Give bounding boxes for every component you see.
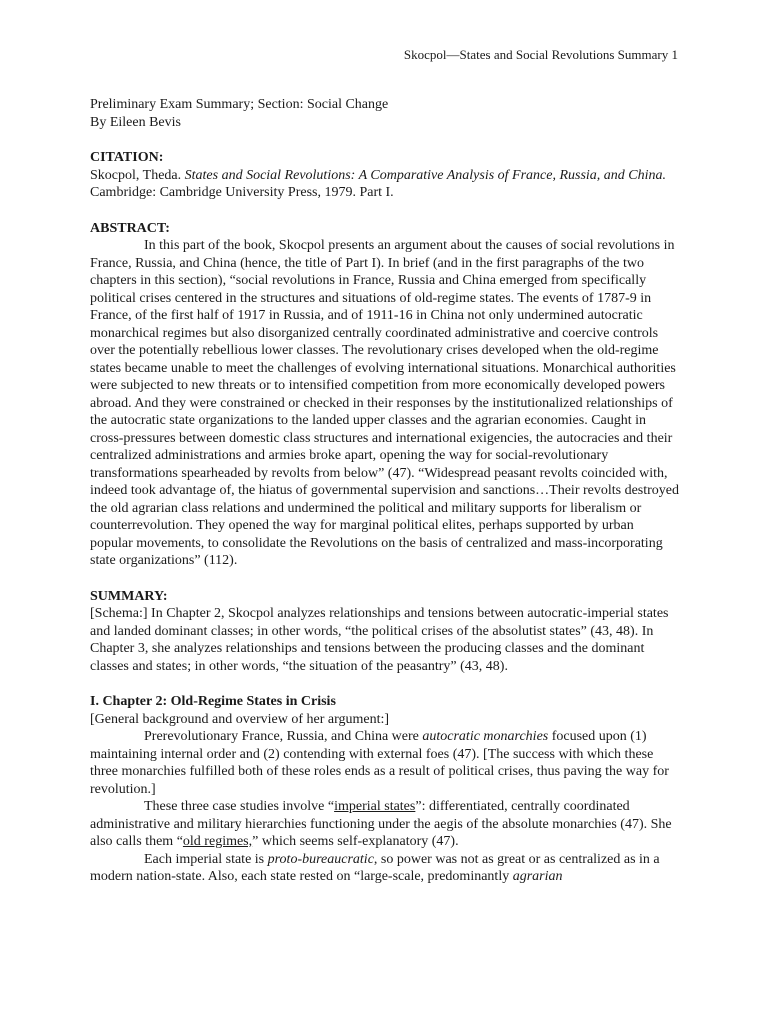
p3-text-a: Each imperial state is — [144, 851, 268, 867]
p2-underline-old-regimes: old regimes, — [182, 834, 253, 849]
citation-publisher: Cambridge: Cambridge University Press, 1979. Part I. — [90, 185, 394, 200]
chapter2-paragraph-1 — [90, 728, 680, 798]
citation-heading: CITATION: — [90, 150, 164, 165]
p1-text-a: Prerevolutionary France, Russia, and China were — [144, 729, 423, 744]
abstract-heading: ABSTRACT: — [90, 220, 170, 236]
front-line-2: By Eileen Bevis — [90, 114, 181, 130]
p3-text-b: , so power was not as great or as centralized as in a modern nation-state. Also, each state rested on “large-scale, predominantly — [90, 851, 660, 884]
summary-paragraph: [Schema:] In Chapter 2, Skocpol analyzes relationships and tensions between autocratic-imperial states and landed dominant classes; in other words, “the political crises of the absolutist states” (43, 48). In Chapter 3, she analyzes relationships and tensions between the producing classes and the dominant classes and states; in other words, “the situation of the peasantry” (43, 48). — [90, 606, 669, 674]
summary-heading: SUMMARY: — [90, 588, 168, 604]
citation-text — [90, 167, 680, 202]
chapter2-paragraph-2 — [90, 798, 680, 851]
front-line-1: Preliminary Exam Summary; Section: Social Change — [90, 97, 389, 112]
chapter2-paragraph-3 — [90, 851, 680, 886]
p1-text-b: focused upon (1) maintaining internal order and (2) contending with external foes (47). [The success with which these three monarchies fulfilled both of these roles ends as a result of political crises, thus paving the way for revolution.] — [90, 729, 669, 797]
chapter2-intro: [General background and overview of her argument:] — [90, 711, 390, 727]
p3-emphasis: proto-bureaucratic — [267, 851, 374, 867]
p2-underline-imperial-states: imperial states — [334, 799, 416, 814]
p1-emphasis: autocratic monarchies — [422, 729, 549, 744]
document-body — [90, 96, 680, 886]
citation-title: States and Social Revolutions: A Comparative Analysis of France, Russia, and China. — [184, 167, 667, 183]
p2-text-b: ”: differentiated, centrally coordinated administrative and military hierarchies functioning under the aegis of the absolute monarchies (47). She also calls them “ — [90, 799, 672, 849]
running-header: Skocpol—States and Social Revolutions Summary 1 — [403, 47, 678, 62]
abstract-paragraph: In this part of the book, Skocpol presents an argument about the causes of social revolutions in France, Russia, and China (hence, the title of Part I). In brief (and in the first paragraphs of the two chapters in this section), “social revolutions in France, Russia and China emerged from specifically political crises centered in the structures and situations of old-regime states. The events of 1787-9 in France, of the first half of 1917 in Russia, and of 1911-16 in China not only undermined autocratic monarchical regimes but also disorganized centrally coordinated administrative and coercive controls over the potentially rebellious lower classes. The revolutionary crises developed when the old-regime states became unable to meet the challenges of evolving international situations. Monarchical authorities were subjected to new threats or to intensified competition from more economically developed powers abroad. And they were constrained or checked in their responses by the institutionalized relationships of the autocratic state organizations to the landed upper classes and the agrarian economies. Caught in cross-pressures between domestic class structures and international exigencies, the autocracies and their centralized administrations and armies broke apart, opening the way for social-revolutionary transformations spearheaded by revolts from below” (47). “Widespread peasant revolts coincided with, indeed took advantage of, the hiatus of governmental supervision and sanctions…Their revolts destroyed the old agrarian class relations and undermined the political and military supports for liberalism or counterrevolution. They opened the way for marginal political elites, perhaps supported by urban popular movements, to consolidate the Revolutions on the basis of centralized and mass-incorporating state organizations” (112). — [90, 238, 680, 568]
p3-emphasis-agrarian: agrarian — [512, 869, 563, 884]
p2-text-a: These three case studies involve “ — [144, 799, 335, 814]
p2-text-c: ” which seems self-explanatory (47). — [252, 834, 459, 849]
chapter2-heading: I. Chapter 2: Old-Regime States in Crisis — [90, 694, 336, 709]
citation-author: Skocpol, Theda. — [90, 167, 185, 183]
